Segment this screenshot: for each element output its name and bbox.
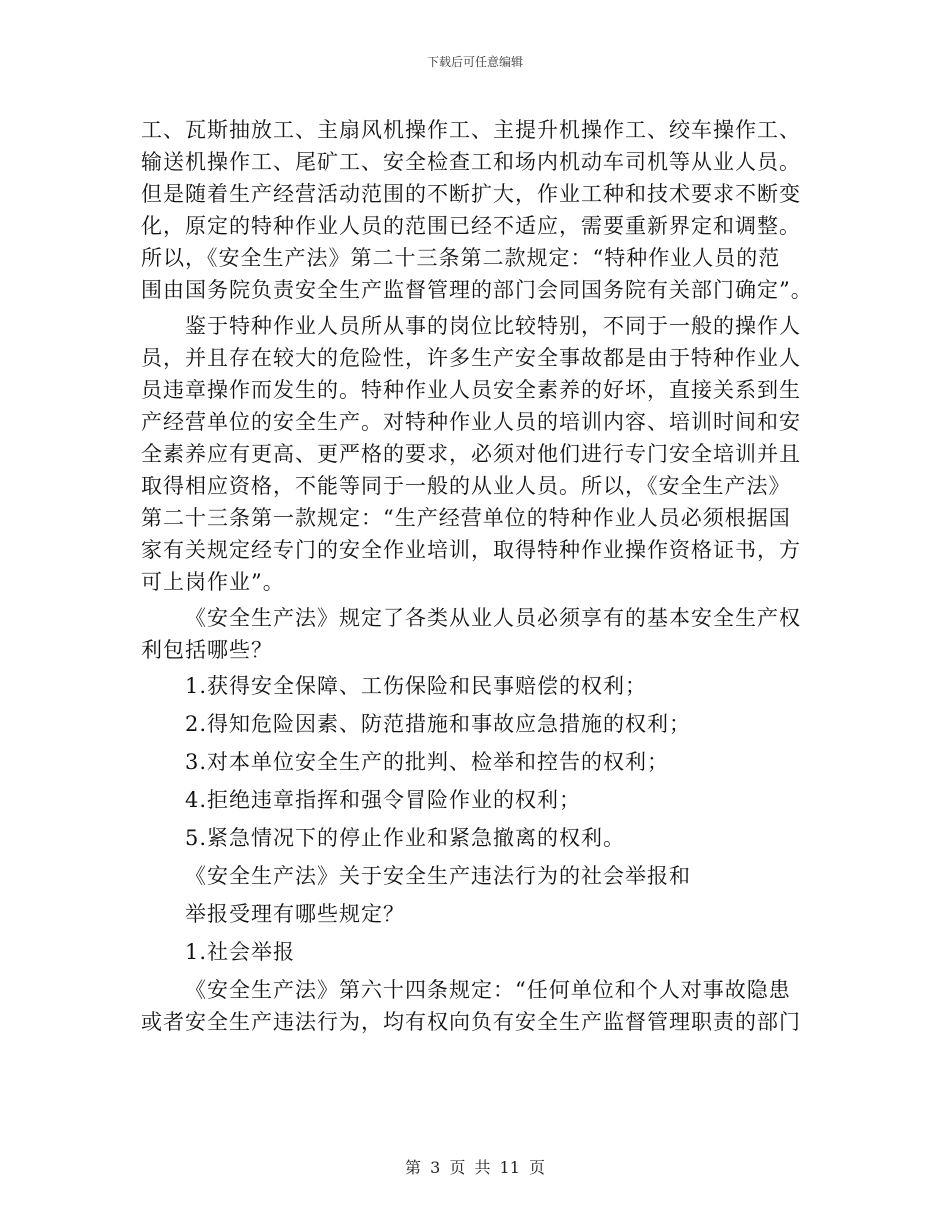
text-line: 但是随着生产经营活动范围的不断扩大，作业工种和技术要求不断变 — [141, 182, 801, 206]
page-number: 第 3 页 共 11 页 — [405, 1158, 545, 1177]
text-line: 鉴于特种作业人员所从事的岗位比较特别，不同于一般的操作人 — [185, 314, 801, 338]
list-item: 1.获得安全保障、工伤保险和民事赔偿的权利； — [185, 674, 648, 698]
text-line: 围由国务院负责安全生产监督管理的部门会同国务院有关部门确定”。 — [141, 278, 813, 302]
question-line: 《安全生产法》规定了各类从业人员必须享有的基本安全生产权 — [185, 606, 801, 630]
text-line: 输送机操作工、尾矿工、安全检查工和场内机动车司机等从业人员。 — [141, 150, 801, 174]
text-line: 所以，《安全生产法》第二十三条第二款规定：“特种作业人员的范 — [141, 246, 781, 270]
text-line: 全素养应有更高、更严格的要求，必须对他们进行专门安全培训并且 — [141, 442, 801, 466]
page-header-note: 下载后可任意编辑 — [426, 55, 523, 69]
list-item: 4.拒绝违章指挥和强令冒险作业的权利； — [185, 788, 582, 812]
text-line: 化，原定的特种作业人员的范围已经不适应，需要重新界定和调整。 — [141, 214, 801, 238]
text-line: 家有关规定经专门的安全作业培训，取得特种作业操作资格证书，方 — [141, 538, 801, 562]
list-item: 3.对本单位安全生产的批判、检举和控告的权利； — [185, 750, 670, 774]
list-item: 5.紧急情况下的停止作业和紧急撤离的权利。 — [185, 826, 626, 850]
question-line: 利包括哪些？ — [141, 638, 273, 662]
text-line: 员违章操作而发生的。特种作业人员安全素养的好坏，直接关系到生 — [141, 378, 801, 402]
text-line: 工、瓦斯抽放工、主扇风机操作工、主提升机操作工、绞车操作工、 — [141, 118, 801, 142]
text-line: 或者安全生产违法行为，均有权向负有安全生产监督管理职责的部门 — [141, 1010, 801, 1034]
section-heading: 《安全生产法》关于安全生产违法行为的社会举报和 — [185, 864, 691, 888]
list-item: 2.得知危险因素、防范措施和事故应急措施的权利； — [185, 712, 692, 736]
text-line: 可上岗作业”。 — [141, 570, 285, 594]
text-line: 第二十三条第一款规定：“生产经营单位的特种作业人员必须根据国 — [141, 506, 791, 530]
document-body — [141, 114, 821, 1038]
section-heading: 举报受理有哪些规定？ — [185, 902, 405, 926]
text-line: 《安全生产法》第六十四条规定：“任何单位和个人对事故隐患 — [185, 978, 791, 1002]
text-line: 员，并且存在较大的危险性，许多生产安全事故都是由于特种作业人 — [141, 346, 801, 370]
text-line: 产经营单位的安全生产。对特种作业人员的培训内容、培训时间和安 — [141, 410, 801, 434]
text-line: 取得相应资格，不能等同于一般的从业人员。所以，《安全生产法》 — [141, 474, 791, 498]
sub-heading: 1.社会举报 — [185, 940, 296, 964]
